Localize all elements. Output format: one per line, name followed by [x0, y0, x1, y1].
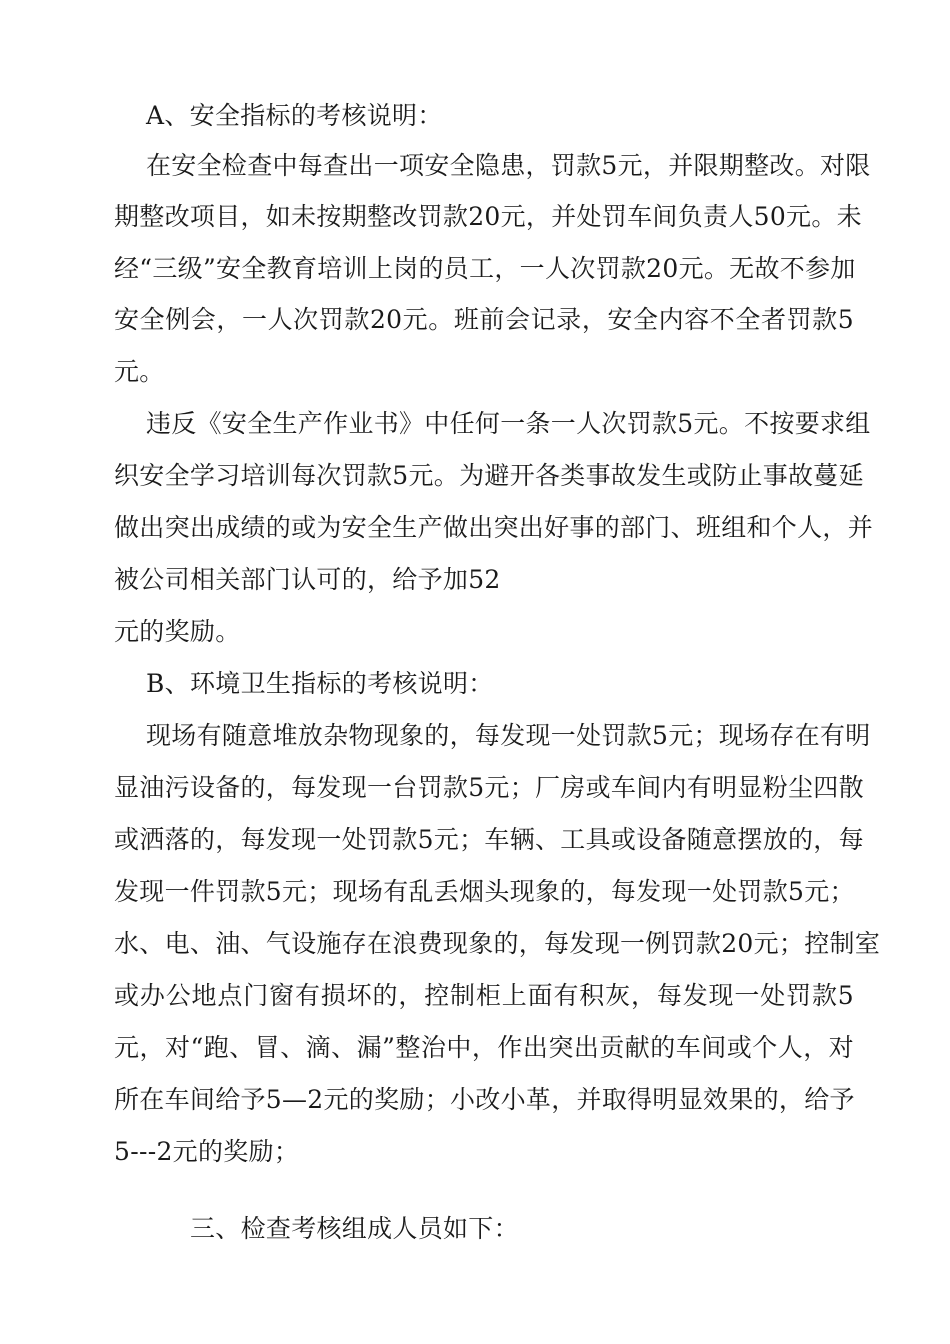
section-b-heading: B、环境卫生指标的考核说明：: [146, 669, 494, 698]
paragraph-line: 在安全检查中每查出一项安全隐患，罚款5元，并限期整改。对限: [146, 151, 871, 180]
paragraph-line: 发现一件罚款5元；现场有乱丢烟头现象的，每发现一处罚款5元；: [114, 877, 855, 906]
paragraph-line: 被公司相关部门认可的，给予加52: [114, 565, 501, 594]
paragraph-line: 做出突出成绩的或为安全生产做出突出好事的部门、班组和个人，并: [114, 513, 874, 542]
paragraph-line: 元，对“跑、冒、滴、漏”整治中，作出突出贡献的车间或个人，对: [114, 1033, 854, 1062]
paragraph-line: 期整改项目，如未按期整改罚款20元，并处罚车间负责人50元。未: [114, 202, 862, 231]
section-three-heading: 三、检查考核组成人员如下：: [190, 1214, 519, 1243]
paragraph-line: 安全例会，一人次罚款20元。班前会记录，安全内容不全者罚款5: [114, 305, 854, 334]
paragraph-line: 水、电、油、气设施存在浪费现象的，每发现一例罚款20元；控制室: [114, 929, 881, 958]
paragraph-line: 违反《安全生产作业书》中任何一条一人次罚款5元。不按要求组: [146, 409, 871, 438]
section-a-heading: A、安全指标的考核说明：: [146, 101, 443, 130]
paragraph-line: 现场有随意堆放杂物现象的，每发现一处罚款5元；现场存在有明: [146, 721, 871, 750]
paragraph-line: 5---2元的奖励；: [114, 1137, 300, 1166]
paragraph-line: 或办公地点门窗有损坏的，控制柜上面有积灰，每发现一处罚款5: [114, 981, 854, 1010]
paragraph-line: 经“三级”安全教育培训上岗的员工，一人次罚款20元。无故不参加: [114, 254, 856, 283]
paragraph-line: 显油污设备的，每发现一台罚款5元；厂房或车间内有明显粉尘四散: [114, 773, 864, 802]
paragraph-line: 或洒落的，每发现一处罚款5元；车辆、工具或设备随意摆放的，每: [114, 825, 864, 854]
paragraph-line: 元。: [114, 357, 165, 386]
paragraph-line: 织安全学习培训每次罚款5元。为避开各类事故发生或防止事故蔓延: [114, 461, 864, 490]
paragraph-line: 元的奖励。: [114, 617, 241, 646]
paragraph-line: 所在车间给予5—2元的奖励；小改小革，并取得明显效果的，给予: [114, 1085, 855, 1114]
